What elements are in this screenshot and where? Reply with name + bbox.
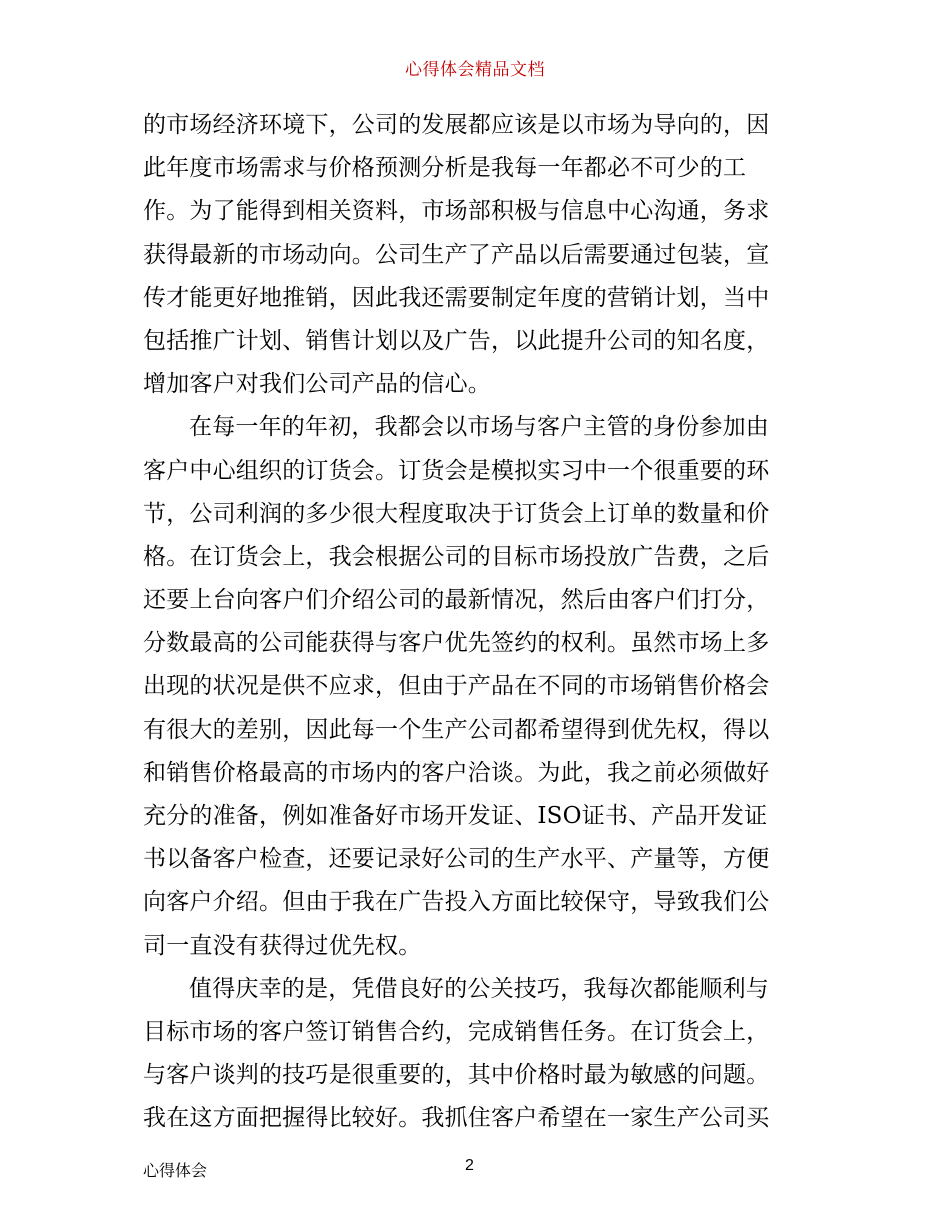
- text-line: 和销售价格最高的市场内的客户洽谈。为此，我之前必须做好: [143, 759, 770, 786]
- text-line: 与客户谈判的技巧是很重要的，其中价格时最为敏感的问题。: [143, 1062, 770, 1089]
- text-line: 向客户介绍。但由于我在广告投入方面比较保守，导致我们公: [143, 889, 770, 916]
- footer-label: 心得体会: [143, 1161, 208, 1180]
- page-header-title: 心得体会精品文档: [405, 60, 545, 80]
- text-line: 节，公司利润的多少很大程度取决于订货会上订单的数量和价: [143, 500, 770, 527]
- text-line: 目标市场的客户签订销售合约，完成销售任务。在订货会上，: [143, 1018, 770, 1045]
- text-line: 获得最新的市场动向。公司生产了产品以后需要通过包装，宣: [143, 241, 770, 268]
- text-line: 充分的准备，例如准备好市场开发证、ISO证书、产品开发证: [143, 803, 768, 829]
- text-line: 作。为了能得到相关资料，市场部积极与信息中心沟通，务求: [143, 198, 770, 225]
- text-line: 此年度市场需求与价格预测分析是我每一年都必不可少的工: [143, 155, 747, 182]
- text-line: 司一直没有获得过优先权。: [143, 932, 422, 959]
- text-line: 还要上台向客户们介绍公司的最新情况，然后由客户们打分，: [143, 587, 770, 614]
- text-line: 的市场经济环境下，公司的发展都应该是以市场为导向的，因: [143, 112, 770, 138]
- text-line: 我在这方面把握得比较好。我抓住客户希望在一家生产公司买: [143, 1105, 770, 1132]
- text-line: 书以备客户检查，还要记录好公司的生产水平、产量等，方便: [143, 846, 770, 873]
- text-line: 传才能更好地推销，因此我还需要制定年度的营销计划，当中: [143, 284, 770, 311]
- text-line: 客户中心组织的订货会。订货会是模拟实习中一个很重要的环: [143, 457, 770, 484]
- text-line: 增加客户对我们公司产品的信心。: [143, 371, 491, 398]
- document-body: [143, 104, 819, 1141]
- page-number: 2: [465, 1157, 474, 1174]
- text-line: 分数最高的公司能获得与客户优先签约的权利。虽然市场上多: [143, 630, 770, 657]
- text-line: 格。在订货会上，我会根据公司的目标市场投放广告费，之后: [143, 543, 770, 570]
- text-line: 包括推广计划、销售计划以及广告，以此提升公司的知名度，: [143, 327, 770, 354]
- text-line: 有很大的差别，因此每一个生产公司都希望得到优先权，得以: [143, 716, 770, 743]
- text-line: 值得庆幸的是，凭借良好的公关技巧，我每次都能顺利与: [189, 975, 769, 1002]
- text-line: 在每一年的年初，我都会以市场与客户主管的身份参加由: [189, 414, 769, 441]
- text-line: 出现的状况是供不应求，但由于产品在不同的市场销售价格会: [143, 673, 770, 700]
